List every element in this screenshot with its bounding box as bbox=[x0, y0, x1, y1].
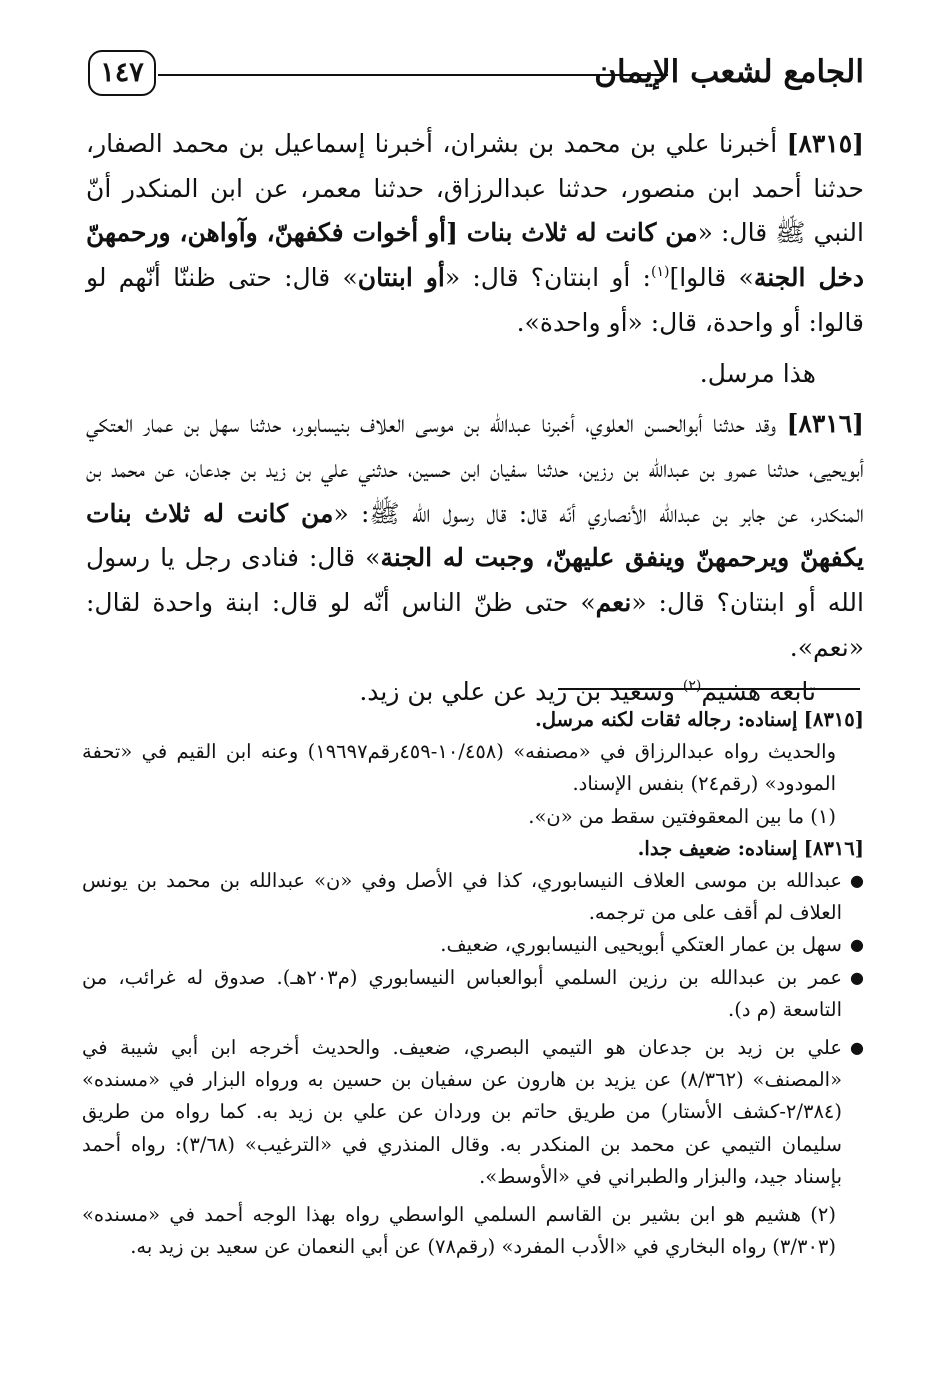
hadith-8315: [٨٣١٥] أخبرنا علي بن محمد بن بشران، أخبرنا إسماعيل بن محمد الصفار، حدثنا أحمد ابن منصور، حدثنا عبدالرزاق، حدثنا معمر، عن ابن المنكدر أنّ النبي ﷺ قال: «من كانت له ثلاث بنات [أو أخوات فكفهنّ، وآواهن، ورحمهنّ دخل الجنة» قالوا]$^{(١)}$: أو ابنتان؟ قال: «أو ابنتان» قال: حتى ظننّا أنّهم لو قالوا: أو واحدة، قال: «أو واحدة». bbox=[86, 129, 865, 337]
hadith-matn: من كانت له ثلاث بنات [أو أخوات فكفهنّ، وآواهن، ورحمهنّ دخل الجنة bbox=[86, 218, 864, 293]
book-title: الجامع لشعب الإيمان bbox=[594, 54, 864, 90]
main-text bbox=[86, 122, 864, 715]
running-header bbox=[88, 50, 864, 100]
footnote-divider bbox=[558, 688, 860, 690]
comment-mutaba: تابعه هشيم$^{(٢)}$ وسعيد بن زيد عن علي بن زيد. bbox=[359, 677, 816, 707]
footnote-ref: (٢) bbox=[682, 678, 702, 695]
note-isnad-8315: [٨٣١٥] إسناده: رجاله ثقات لكنه مرسل. bbox=[535, 708, 864, 731]
hadith-8316: [٨٣١٦] وقد حدثنا أبوالحسن العلوي، أخبرنا عبدالله بن موسى العلاف بنيسابور، حدثنا سهل بن عمار العتكي أبويحيى، حدثنا عمرو بن عبدالله بن رزين، حدثنا سفيان ابن حسين، حدثني علي بن زيد بن جدعان، عن محمد بن المنكدر، عن جابر بن عبدالله الأنصاري أنّه قال: قال رسول الله ﷺ: «من كانت له ثلاث بنات يكفهنّ ويرحمهنّ وينفق عليهنّ، وجبت له الجنة» قال: فنادى رجل يا رسول الله أو ابنتان؟ قال: «نعم» حتى ظنّ الناس أنّه لو قال: ابنة واحدة لقال: «نعم». bbox=[86, 409, 864, 662]
page-number: ١٤٧ bbox=[88, 50, 156, 96]
footnote-1: (١) ما بين المعقوفتين سقط من «ن». bbox=[528, 804, 836, 828]
comment-mursal: هذا مرسل. bbox=[699, 358, 816, 388]
narrator-list bbox=[82, 865, 864, 1193]
hadith-number: [٨٣١٦] bbox=[786, 409, 864, 439]
list-item: ● عمر بن عبدالله بن رزين السلمي أبوالعباس النيسابوري (م٢٠٣هـ). صدوق له غرائب، من التاسعة (م د). bbox=[82, 962, 864, 1026]
footnote-ref: (١) bbox=[650, 264, 670, 281]
list-item: ● علي بن زيد بن جدعان هو التيمي البصري، ضعيف. والحديث أخرجه ابن أبي شيبة في «المصنف» (٨/٣٦٢) عن يزيد بن هارون عن سفيان بن حسين به ورواه البزار في «مسنده» (٢/٣٨٤-كشف الأستار) من طريق حاتم بن وردان عن علي بن زيد به. كما رواه من طريق سليمان التيمي عن محمد بن المنكدر به. وقال المنذري في «الترغيب» (٣/٦٨): رواه أحمد بإسناد جيد، والبزار والطبراني في «الأوسط». bbox=[82, 1032, 864, 1193]
hadith-matn: أو ابنتان bbox=[357, 263, 445, 293]
bullet-icon: ● bbox=[850, 871, 864, 891]
bullet-icon: ● bbox=[850, 1038, 864, 1058]
hadith-matn: من كانت له ثلاث بنات يكفهنّ ويرحمهنّ وينفق عليهنّ، وجبت له الجنة bbox=[86, 498, 864, 573]
header-rule bbox=[158, 74, 668, 76]
footnote-2: (٢) هشيم هو ابن بشير بن القاسم السلمي الواسطي رواه بهذا الوجه أحمد في «مسنده» (٣/٣٠٣) رواه البخاري في «الأدب المفرد» (رقم٧٨) عن أبي النعمان عن سعيد بن زيد به. bbox=[82, 1203, 836, 1259]
list-item: ● سهل بن عمار العتكي أبويحيى النيسابوري، ضعيف. bbox=[82, 929, 864, 961]
footnotes bbox=[82, 704, 864, 1263]
list-item: ● عبدالله بن موسى العلاف النيسابوري، كذا في الأصل وفي «ن» عبدالله بن محمد بن يونس العلاف لم أقف على من ترجمه. bbox=[82, 865, 864, 929]
bullet-icon: ● bbox=[850, 935, 864, 955]
bullet-icon: ● bbox=[850, 967, 864, 987]
hadith-matn: نعم bbox=[595, 588, 632, 618]
hadith-number: [٨٣١٥] bbox=[786, 129, 865, 158]
note-takhrij-8315: والحديث رواه عبدالرزاق في «مصنفه» (١٠/٤٥٨-٤٥٩رقم١٩٦٩٧) وعنه ابن القيم في «تحفة المودود» (رقم٢٤) بنفس الإسناد. bbox=[82, 740, 836, 796]
note-isnad-8316: [٨٣١٦] إسناده: ضعيف جدا. bbox=[637, 836, 864, 860]
